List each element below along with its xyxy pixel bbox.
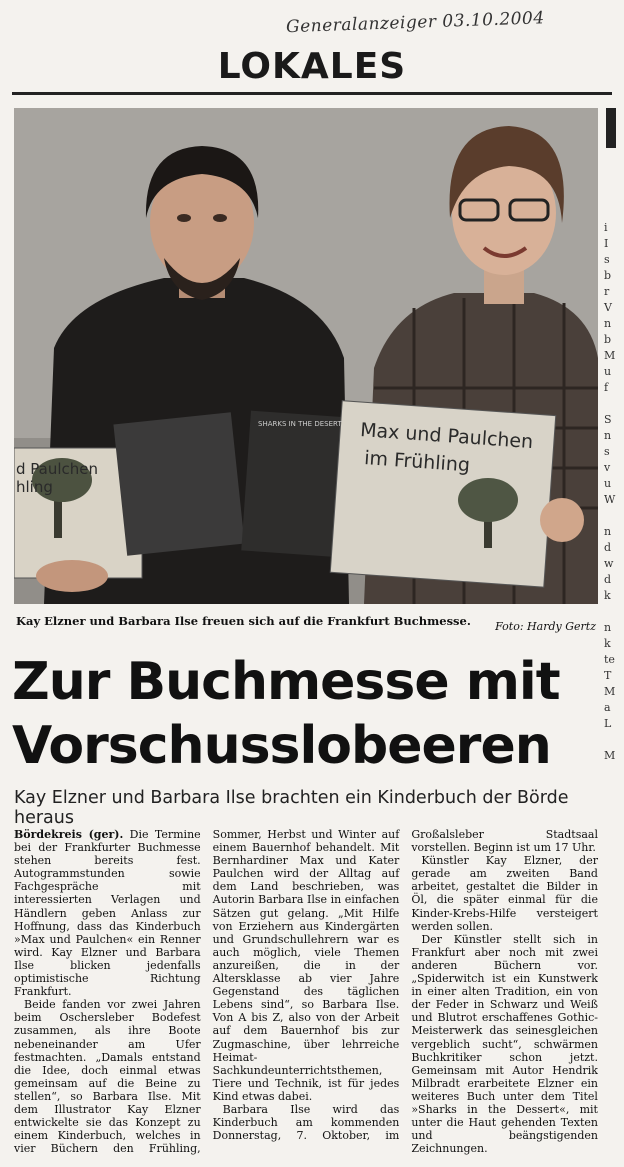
dateline: Bördekreis (ger). [14, 828, 124, 841]
adjacent-headline-fragment [606, 108, 616, 148]
paragraph-5: Der Künstler stellt sich in Frankfurt aber noch mit zwei anderen Büchern vor. „Spiderwitch ist ein Kunstwerk in einer alten Tradition, ein von der Feder in Schwarz und Weiß und Blutrot erschaffenes Gothic-Meisterwerk das seinesgleichen vergeblich sucht“, schwärmen Buchkritiker schon jetzt. Gemeinsam mit Autor Hendrik Milbradt erarbeitete Elzner ein weiteres Buch unter dem Titel »Sharks in the Dessert«, mit unter die Haut gehenden Texten und beängstigenden Zeichnungen. [411, 932, 598, 1156]
edge-letter: n [604, 317, 612, 330]
edge-letter: V [604, 301, 612, 314]
edge-letter: u [604, 477, 612, 490]
book-title-middle: SHARKS IN THE DESERT [258, 420, 342, 428]
edge-letter: n [604, 525, 612, 538]
edge-letter: k [604, 589, 611, 602]
headline-line-2: Vorschusslobeeren [12, 716, 551, 776]
edge-letter: b [604, 269, 612, 282]
headline-line-1: Zur Buchmesse mit [12, 652, 560, 712]
book-title-right-1: Max und Paulchen [359, 419, 534, 454]
edge-letter: a [604, 701, 611, 714]
edge-letter: L [604, 717, 612, 730]
photo-illustration [14, 108, 598, 604]
photo-caption: Kay Elzner und Barbara Ilse freuen sich auf die Frankfurt Buchmesse. [16, 614, 471, 628]
section-title: LOKALES [217, 46, 407, 87]
edge-letter: u [604, 365, 612, 378]
article-body [14, 828, 598, 1158]
handwritten-source-date: Generalanzeiger 03.10.2004 [285, 8, 545, 38]
edge-letter: M [604, 685, 616, 698]
edge-letter: r [604, 285, 610, 298]
edge-letter: k [604, 637, 611, 650]
edge-letter: M [604, 349, 616, 362]
edge-letter [604, 604, 615, 620]
edge-letter: M [604, 749, 616, 762]
article-photo [14, 108, 598, 604]
edge-letter [604, 396, 615, 412]
edge-letter: f [604, 381, 609, 394]
edge-letter: i [604, 221, 608, 234]
photo-credit: Foto: Hardy Gertz [495, 620, 596, 633]
book-title-right-2: im Frühling [363, 447, 471, 477]
edge-letter: s [604, 253, 610, 266]
edge-letter: n [604, 621, 612, 634]
book-title-left: d Paulchen hling [16, 460, 99, 496]
article-subhead: Kay Elzner und Barbara Ilse brachten ein Kinderbuch der Börde heraus [14, 788, 569, 828]
paragraph-3: Barbara Ilse wird das Kinderbuch am kommenden Donnerstag, 7. Oktober, im Großalsleber Stadtsaal vorstellen. Beginn ist um 17 Uhr. [212, 828, 598, 1143]
edge-letter: te [604, 653, 615, 666]
edge-letter: b [604, 333, 612, 346]
edge-letter: n [604, 429, 612, 442]
edge-letter [604, 508, 615, 524]
article-headline [12, 650, 602, 778]
edge-letter: d [604, 541, 612, 554]
adjacent-text-fragments [604, 220, 615, 764]
edge-letter: v [604, 461, 611, 474]
edge-letter: T [604, 669, 612, 682]
paragraph-1 [14, 828, 201, 998]
paragraph-4: Künstler Kay Elzner, der gerade am zweiten Band arbeitet, gestaltet die Bilder in Öl, die später einmal für die Kinder-Krebs-Hilfe versteigert werden sollen. [411, 854, 598, 933]
edge-letter [604, 732, 615, 748]
edge-letter: W [604, 493, 616, 506]
adjacent-article-edge [600, 108, 624, 1158]
edge-letter: w [604, 557, 614, 570]
edge-letter: S [604, 413, 612, 426]
paragraph-2: Beide fanden vor zwei Jahren beim Oschersleber Bodefest zusammen, als ihre Boote nebeneinander am Ufer festmachten. „Damals entstand die Idee, doch einmal etwas gemeinsam auf die Beine zu stellen“, so Barbara Ilse. Mit dem Illustrator Kay Elzner entwickelte sie das Konzept zu einem Kinderbuch, welches in vier Büchern den Frühling, Sommer, Herbst und Winter auf einem Bauernhof behandelt. Mit Bernhardiner Max und Kater Paulchen wird der Alltag auf dem Land beschrieben, was Autorin Barbara Ilse in einfachen Sätzen gut gelang. „Mit Hilfe von Erziehern aus Kindergärten und Grundschullehrern war es auch möglich, viele Themen anzureißen, die in der Altersklasse ab vier Jahre Gegenstand des täglichen Lebens sind“, so Barbara Ilse. Von A bis Z, also von der Arbeit auf dem Bauernhof bis zur Zugmaschine, über lehrreiche Heimat-Sachkundeunterrichtsthemen, Tiere und Technik, ist für jedes Kind etwas dabei. [14, 828, 400, 1156]
edge-letter: d [604, 573, 612, 586]
edge-letter: I [604, 237, 609, 250]
paragraph-1-text: Die Termine bei der Frankfurter Buchmesse stehen bereits fest. Autogrammstunden sowie Fachgespräche mit interessierten Verlagen und Händlern geben Anlass zur Hoffnung, dass das Kinderbuch »Max und Paulchen« ein Renner wird. Kay Elzner und Barbara Ilse blicken jedenfalls optimistische Richtung Frankfurt. [14, 828, 201, 999]
edge-letter: s [604, 445, 610, 458]
section-rule [12, 92, 612, 95]
